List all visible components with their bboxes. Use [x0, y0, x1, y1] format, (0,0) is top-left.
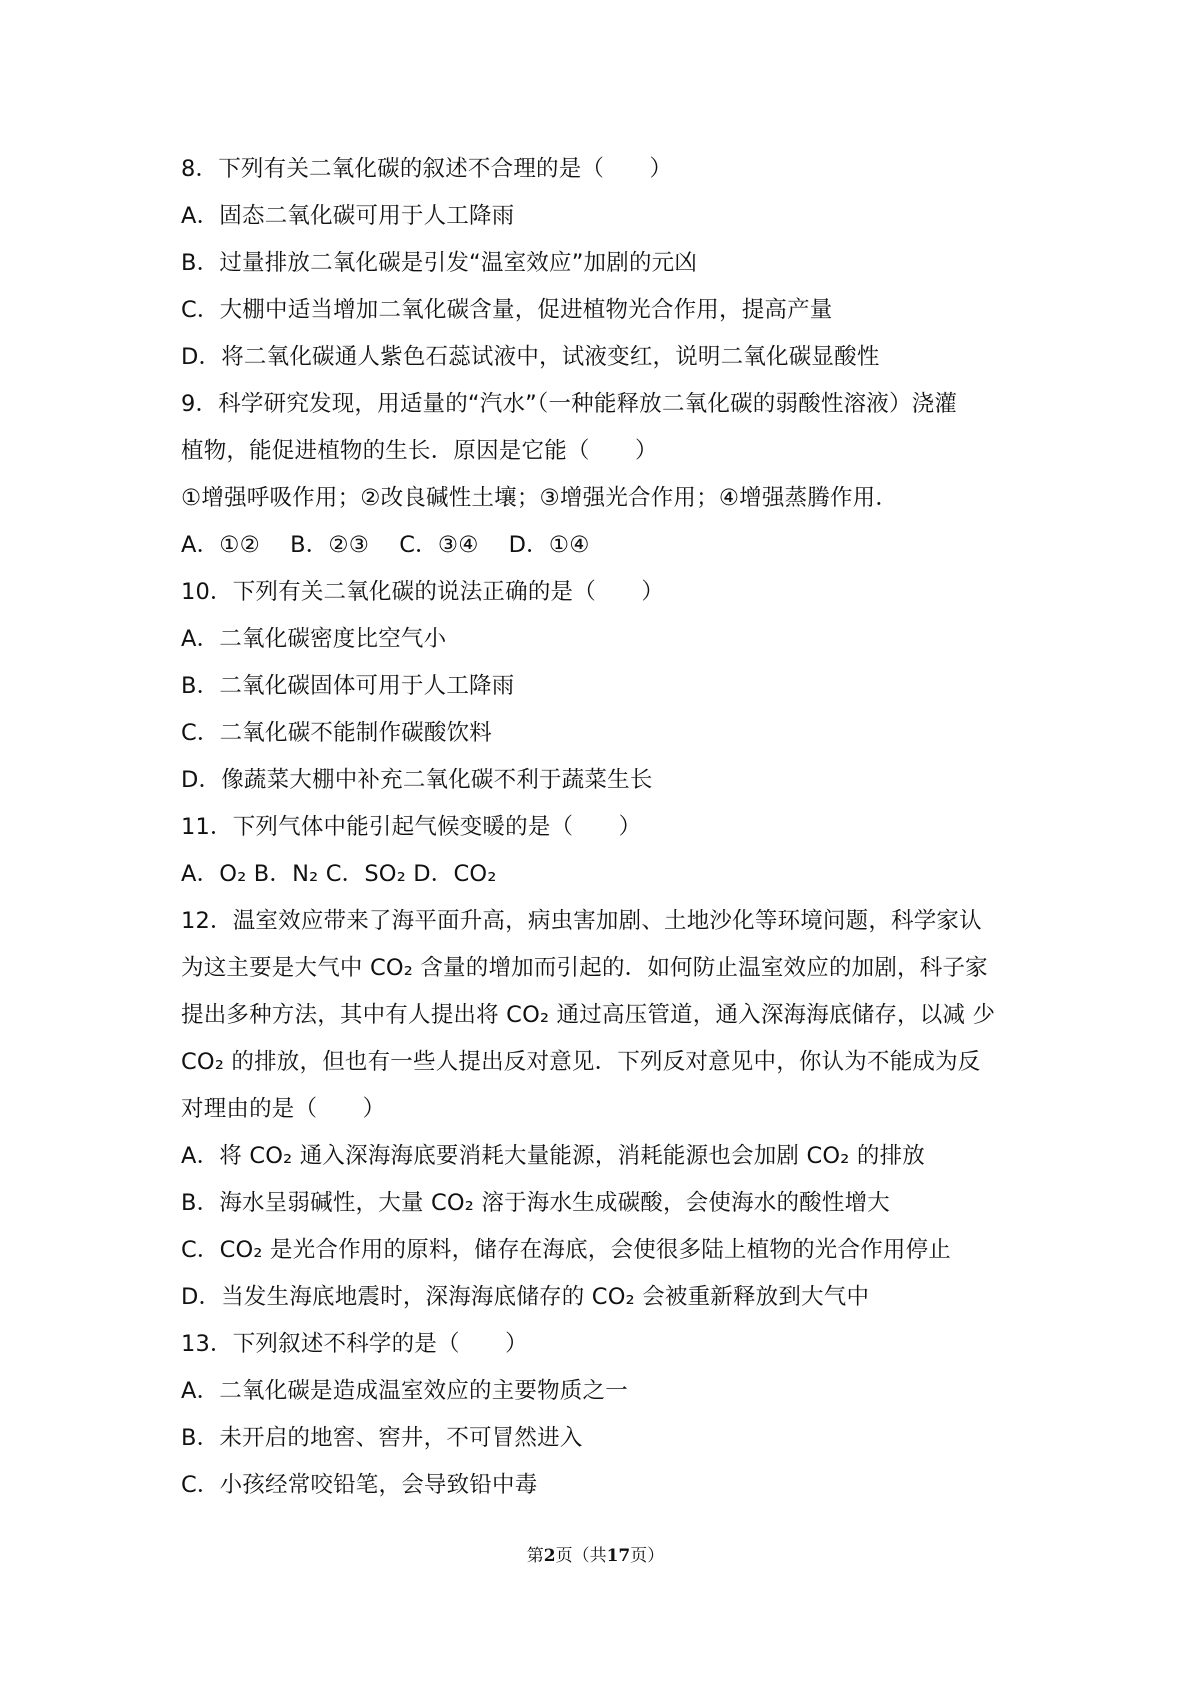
- footer-middle: 页（共: [555, 1546, 607, 1566]
- text-line: A．二氧化碳是造成温室效应的主要物质之一: [181, 1378, 628, 1404]
- text-line: A．固态二氧化碳可用于人工降雨: [181, 203, 515, 229]
- text-line: B．二氧化碳固体可用于人工降雨: [181, 673, 515, 699]
- footer-page-number: 2: [543, 1546, 556, 1566]
- text-line: C．CO₂ 是光合作用的原料，储存在海底，会使很多陆上植物的光合作用停止: [181, 1237, 952, 1263]
- text-line: A．O₂ B．N₂ C．SO₂ D．CO₂: [181, 861, 497, 887]
- text-line: 13．下列叙述不科学的是（ ）: [181, 1331, 528, 1357]
- text-line: 9．科学研究发现，用适量的“汽水”（一种能释放二氧化碳的弱酸性溶液）浇灌: [181, 391, 958, 417]
- text-line: A．将 CO₂ 通入深海海底要消耗大量能源，消耗能源也会加剧 CO₂ 的排放: [181, 1143, 925, 1169]
- text-line: B．过量排放二氧化碳是引发“温室效应”加剧的元凶: [181, 250, 698, 276]
- question-text: [181, 146, 1011, 1509]
- text-line: D．将二氧化碳通人紫色石蕊试液中，试液变红，说明二氧化碳显酸性: [181, 344, 880, 370]
- footer-prefix: 第: [526, 1546, 544, 1566]
- text-line: C．二氧化碳不能制作碳酸饮料: [181, 720, 493, 746]
- text-line: 提出多种方法，其中有人提出将 CO₂ 通过高压管道，通入深海海底储存，以减 少: [181, 1002, 996, 1028]
- text-line: ①增强呼吸作用；②改良碱性土壤；③增强光合作用；④增强蒸腾作用．: [181, 485, 899, 511]
- text-line: D．当发生海底地震时，深海海底储存的 CO₂ 会被重新释放到大气中: [181, 1284, 870, 1310]
- footer-total-pages: 17: [606, 1546, 631, 1566]
- text-line: D．像蔬菜大棚中补充二氧化碳不利于蔬菜生长: [181, 767, 653, 793]
- page-footer: [0, 1544, 1191, 1568]
- text-line: 12．温室效应带来了海平面升高，病虫害加剧、土地沙化等环境问题，科学家认: [181, 908, 982, 934]
- text-line: B．海水呈弱碱性，大量 CO₂ 溶于海水生成碳酸，会使海水的酸性增大: [181, 1190, 890, 1216]
- text-line: 8．下列有关二氧化碳的叙述不合理的是（ ）: [181, 156, 673, 182]
- text-line: 植物，能促进植物的生长．原因是它能（ ）: [181, 438, 658, 464]
- text-line: A．二氧化碳密度比空气小: [181, 626, 447, 652]
- text-line: 对理由的是（ ）: [181, 1096, 386, 1122]
- text-line: A．①② B．②③ C．③④ D．①④: [181, 532, 590, 558]
- text-line: B．未开启的地窖、窖井，不可冒然进入: [181, 1425, 583, 1451]
- footer-suffix: 页）: [630, 1546, 665, 1566]
- text-line: 10．下列有关二氧化碳的说法正确的是（ ）: [181, 579, 665, 605]
- text-line: C．小孩经常咬铅笔，会导致铅中毒: [181, 1472, 538, 1498]
- text-line: 11．下列气体中能引起气候变暖的是（ ）: [181, 814, 642, 840]
- text-line: CO₂ 的排放，但也有一些人提出反对意见．下列反对意见中，你认为不能成为反: [181, 1049, 981, 1075]
- text-line: C．大棚中适当增加二氧化碳含量，促进植物光合作用，提高产量: [181, 297, 833, 323]
- text-line: 为这主要是大气中 CO₂ 含量的增加而引起的．如何防止温室效应的加剧，科子家: [181, 955, 988, 981]
